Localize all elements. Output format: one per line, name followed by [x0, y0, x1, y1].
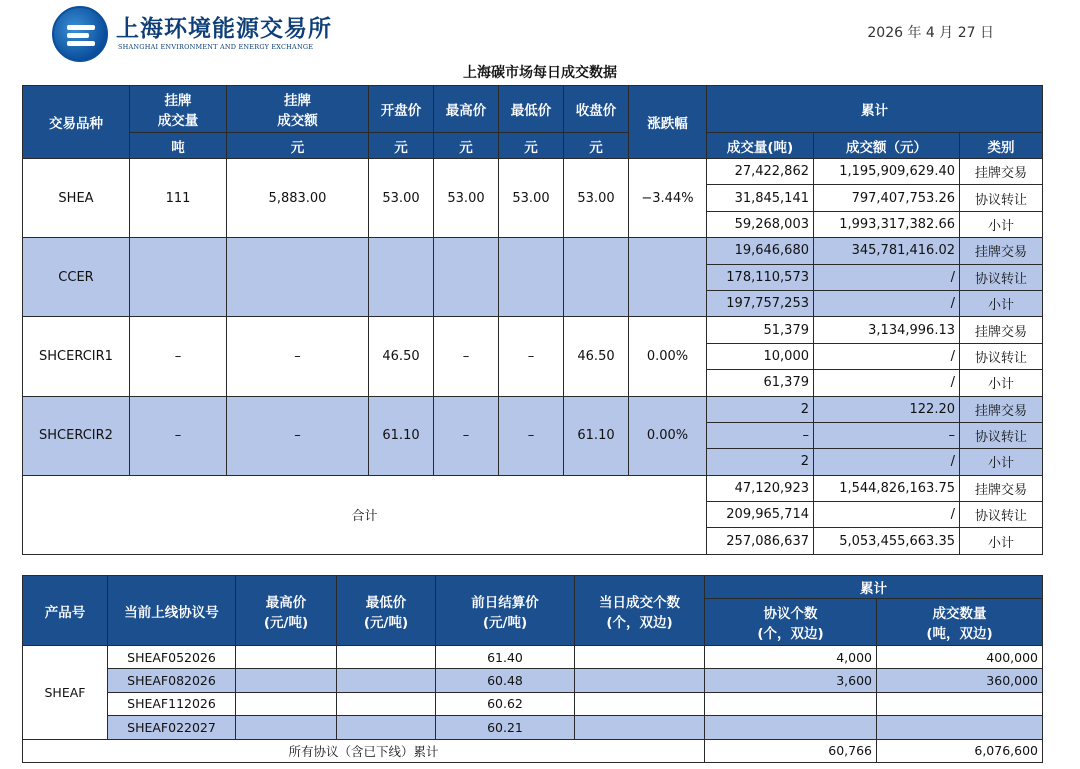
cum-type-cell: 小计 [960, 211, 1043, 237]
open-cell: 46.50 [369, 317, 434, 396]
cum-volume-cell: 19,646,680 [707, 238, 814, 264]
cum-type-cell: 挂牌交易 [960, 317, 1043, 343]
cum-count-cell [705, 716, 877, 739]
product-cell: CCER [23, 238, 130, 317]
cum-volume-cell: 59,268,003 [707, 211, 814, 237]
cum-volume-cell: 2 [707, 449, 814, 475]
high-price-cell [236, 716, 337, 739]
col-close: 收盘价 [564, 86, 629, 133]
change-cell: −3.44% [629, 159, 707, 238]
high-price-cell [236, 692, 337, 715]
cum-type-cell: 协议转让 [960, 422, 1043, 448]
cum-amount-cell: / [814, 502, 960, 528]
total-row [23, 739, 1043, 762]
header-line: 最低价 [365, 594, 407, 611]
cum-amount-cell: / [814, 370, 960, 396]
unit-row [23, 133, 1043, 159]
header-line: (元/吨) [482, 614, 528, 631]
settle-price-cell: 60.21 [436, 716, 575, 739]
col-low-price [337, 576, 436, 646]
cum-amount-cell: 797,407,753.26 [814, 185, 960, 211]
low-cell: – [499, 396, 564, 475]
day-count-cell [575, 692, 705, 715]
cum-type-cell: 挂牌交易 [960, 159, 1043, 185]
col-cumulative: 累计 [705, 576, 1043, 599]
high-cell: – [434, 317, 499, 396]
org-name-cn: 上海环境能源交易所 [116, 15, 332, 42]
cum-count-cell [705, 692, 877, 715]
cum-amount-cell: 1,993,317,382.66 [814, 211, 960, 237]
col-cum-volume: 成交量(吨) [707, 133, 814, 159]
col-cum-qty [877, 599, 1043, 646]
table-row [23, 646, 1043, 669]
cum-amount-cell: / [814, 290, 960, 316]
day-count-cell [575, 646, 705, 669]
cum-amount-cell: 1,195,909,629.40 [814, 159, 960, 185]
header-line: (个，双边) [757, 626, 824, 642]
table-row [23, 317, 1043, 343]
list-amount-cell: – [227, 396, 369, 475]
header-row [23, 576, 1043, 599]
header-line: 成交数量 [932, 606, 987, 622]
product-cell: SHEAF [23, 646, 108, 740]
unit-low: 元 [499, 133, 564, 159]
table-row [23, 716, 1043, 739]
cum-type-cell: 小计 [960, 370, 1043, 396]
high-cell: – [434, 396, 499, 475]
cum-count-cell: 4,000 [705, 646, 877, 669]
header-line: 成交额 [277, 113, 318, 129]
cum-amount-cell: – [814, 422, 960, 448]
high-cell [434, 238, 499, 317]
cum-amount-cell: 1,544,826,163.75 [814, 475, 960, 501]
header-line: (个，双边) [606, 614, 673, 631]
header-line: (元/吨) [263, 614, 309, 631]
cum-amount-cell: 3,134,996.13 [814, 317, 960, 343]
low-cell: – [499, 317, 564, 396]
header-line: 成交量 [157, 113, 199, 129]
header-line: 前日结算价 [471, 594, 539, 611]
cum-volume-cell: 31,845,141 [707, 185, 814, 211]
col-change: 涨跌幅 [629, 86, 707, 159]
col-contract-no: 当前上线协议号 [108, 576, 236, 646]
open-cell: 53.00 [369, 159, 434, 238]
change-cell: 0.00% [629, 396, 707, 475]
table-row [23, 396, 1043, 422]
open-cell [369, 238, 434, 317]
contract-cell: SHEAF052026 [108, 646, 236, 669]
product-cell: SHEA [23, 159, 130, 238]
cum-count-cell: 60,766 [705, 739, 877, 762]
settle-price-cell: 60.48 [436, 669, 575, 692]
day-count-cell [575, 716, 705, 739]
col-prev-settle [436, 576, 575, 646]
cum-volume-cell: 51,379 [707, 317, 814, 343]
close-cell: 61.10 [564, 396, 629, 475]
high-price-cell [236, 669, 337, 692]
report-title: 上海碳市场每日成交数据 [463, 65, 617, 81]
col-cum-type: 类别 [960, 133, 1043, 159]
col-product-no: 产品号 [23, 576, 108, 646]
cum-type-cell: 小计 [960, 290, 1043, 316]
close-cell: 46.50 [564, 317, 629, 396]
cum-volume-cell: 209,965,714 [707, 502, 814, 528]
open-cell: 61.10 [369, 396, 434, 475]
high-cell: 53.00 [434, 159, 499, 238]
low-price-cell [337, 716, 436, 739]
col-high-price [236, 576, 337, 646]
table-row [23, 692, 1043, 715]
unit-high: 元 [434, 133, 499, 159]
col-cum-count [705, 599, 877, 646]
total-label: 合计 [23, 475, 707, 554]
futures-contract-table [22, 575, 1043, 763]
low-cell: 53.00 [499, 159, 564, 238]
cum-type-cell: 协议转让 [960, 185, 1043, 211]
list-volume-cell: – [130, 317, 227, 396]
unit-list-volume: 吨 [130, 133, 227, 159]
cum-volume-cell: 257,086,637 [707, 528, 814, 554]
settle-price-cell: 61.40 [436, 646, 575, 669]
table-row [23, 238, 1043, 264]
contract-cell: SHEAF112026 [108, 692, 236, 715]
cum-amount-cell: 5,053,455,663.35 [814, 528, 960, 554]
col-open: 开盘价 [369, 86, 434, 133]
cum-count-cell: 3,600 [705, 669, 877, 692]
total-label: 所有协议（含已下线）累计 [23, 739, 705, 762]
cum-volume-cell: 27,422,862 [707, 159, 814, 185]
close-cell: 53.00 [564, 159, 629, 238]
cum-volume-cell: – [707, 422, 814, 448]
list-amount-cell: 5,883.00 [227, 159, 369, 238]
low-price-cell [337, 669, 436, 692]
header-line: 挂牌 [284, 93, 311, 109]
settle-price-cell: 60.62 [436, 692, 575, 715]
cum-type-cell: 协议转让 [960, 264, 1043, 290]
high-price-cell [236, 646, 337, 669]
cum-type-cell: 挂牌交易 [960, 396, 1043, 422]
daily-trading-table [22, 85, 1043, 555]
low-cell [499, 238, 564, 317]
col-list-amount [227, 86, 369, 133]
day-count-cell [575, 669, 705, 692]
cum-amount-cell: / [814, 343, 960, 369]
cum-type-cell: 挂牌交易 [960, 238, 1043, 264]
change-cell [629, 238, 707, 317]
col-cumulative: 累计 [707, 86, 1043, 133]
contract-cell: SHEAF082026 [108, 669, 236, 692]
low-price-cell [337, 692, 436, 715]
cum-qty-cell: 6,076,600 [877, 739, 1043, 762]
cum-type-cell: 挂牌交易 [960, 475, 1043, 501]
cum-volume-cell: 61,379 [707, 370, 814, 396]
col-product: 交易品种 [23, 86, 130, 159]
cum-volume-cell: 197,757,253 [707, 290, 814, 316]
cum-type-cell: 小计 [960, 528, 1043, 554]
col-high: 最高价 [434, 86, 499, 133]
cum-type-cell: 协议转让 [960, 502, 1043, 528]
cum-qty-cell [877, 716, 1043, 739]
org-name-en: SHANGHAI ENVIRONMENT AND ENERGY EXCHANGE [118, 43, 314, 51]
list-volume-cell: – [130, 396, 227, 475]
cum-qty-cell [877, 692, 1043, 715]
header-row [23, 86, 1043, 133]
table-row [23, 159, 1043, 185]
cum-qty-cell: 360,000 [877, 669, 1043, 692]
unit-close: 元 [564, 133, 629, 159]
total-row [23, 475, 1043, 501]
cum-amount-cell: / [814, 449, 960, 475]
report-date: 2026 年 4 月 27 日 [867, 25, 994, 41]
change-cell: 0.00% [629, 317, 707, 396]
close-cell [564, 238, 629, 317]
product-cell: SHCERCIR2 [23, 396, 130, 475]
list-volume-cell: 111 [130, 159, 227, 238]
header-line: (吨，双边) [926, 626, 993, 642]
list-amount-cell [227, 238, 369, 317]
cum-type-cell: 小计 [960, 449, 1043, 475]
cum-volume-cell: 10,000 [707, 343, 814, 369]
cum-type-cell: 协议转让 [960, 343, 1043, 369]
col-day-count [575, 576, 705, 646]
unit-open: 元 [369, 133, 434, 159]
header-line: (元/吨) [363, 614, 409, 631]
col-cum-amount: 成交额（元） [814, 133, 960, 159]
header-line: 当日成交个数 [599, 594, 680, 611]
exchange-logo [52, 6, 108, 62]
col-low: 最低价 [499, 86, 564, 133]
product-cell: SHCERCIR1 [23, 317, 130, 396]
cum-qty-cell: 400,000 [877, 646, 1043, 669]
cum-volume-cell: 2 [707, 396, 814, 422]
header-line: 协议个数 [763, 606, 818, 622]
col-list-volume [130, 86, 227, 133]
cum-volume-cell: 47,120,923 [707, 475, 814, 501]
cum-volume-cell: 178,110,573 [707, 264, 814, 290]
cum-amount-cell: 345,781,416.02 [814, 238, 960, 264]
contract-cell: SHEAF022027 [108, 716, 236, 739]
list-amount-cell: – [227, 317, 369, 396]
cum-amount-cell: / [814, 264, 960, 290]
header-line: 挂牌 [164, 93, 192, 109]
header-line: 最高价 [265, 594, 307, 611]
cum-amount-cell: 122.20 [814, 396, 960, 422]
low-price-cell [337, 646, 436, 669]
list-volume-cell [130, 238, 227, 317]
table-row [23, 669, 1043, 692]
unit-list-amount: 元 [227, 133, 369, 159]
